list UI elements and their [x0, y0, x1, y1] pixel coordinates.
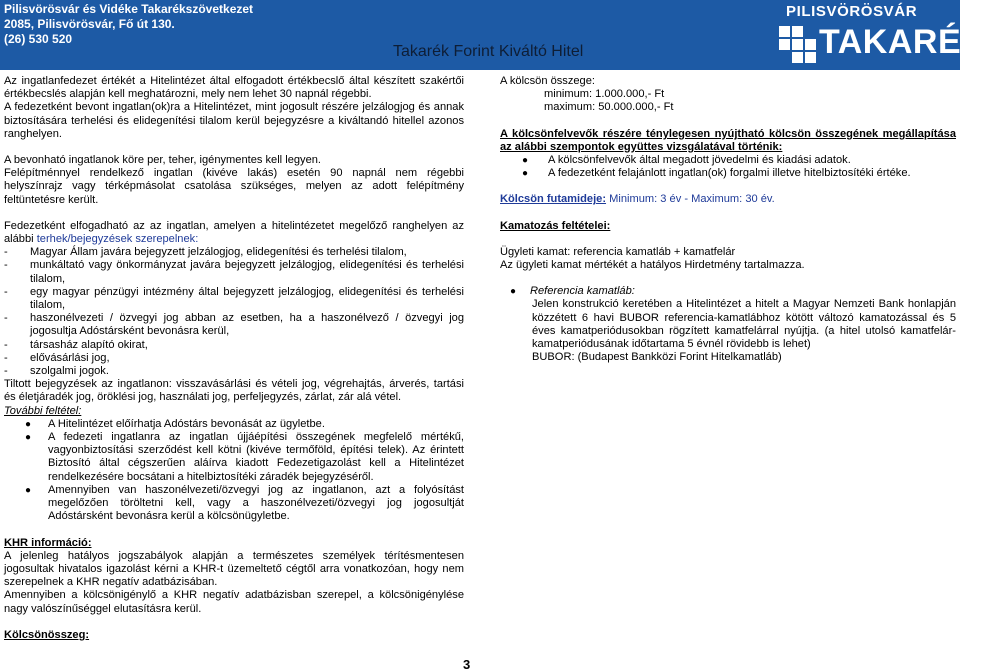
interest-note-line: Az ügyleti kamat mértékét a hatályos Hirdetmény tartalmazza.	[500, 259, 805, 272]
bubor-line: BUBOR: (Budapest Bankközi Forint Hitelkamatláb)	[532, 351, 782, 364]
logo-main-text: TAKARÉK	[819, 23, 986, 61]
eligibility-heading: A kölcsönfelvevők részére ténylegesen nyújtható kölcsön összegének megállapítása az alábbi szempontok együttes vizsgálatával történik:	[500, 127, 956, 153]
further-conditions-heading: További feltétel:	[4, 404, 82, 417]
right-column	[500, 75, 956, 364]
bullet-icon: ●	[522, 155, 529, 167]
valuation-paragraph: Az ingatlanfedezet értékét a Hitelintézet által elfogadott értékbecslő által készített szakértői értékbecslés alapján kell meghatározni, mely nem lehet 30 napnál régebbi.	[4, 75, 464, 101]
page-number: 3	[463, 657, 471, 672]
bullet-icon: ●	[25, 484, 32, 496]
logo-symbol-icon	[778, 25, 818, 65]
takarek-logo	[776, 2, 986, 68]
khr-paragraph: A jelenleg hatályos jogszabályok alapján a természetes személyek térítésmentesen jogosultak hivatalos igazolást kérni a KHR-t üzemeltető cégtől arra vonatkozóan, hogy nem szerepelnek a KHR negatív adatbázisában.	[4, 549, 464, 589]
list-item-text: A fedezetként felajánlott ingatlan(ok) forgalmi illetve hitelbiztosítéki értéke.	[548, 167, 911, 180]
company-address	[4, 2, 253, 47]
bullet-icon: ●	[510, 286, 517, 298]
list-item-text: Amennyiben van haszonélvezeti/özvegyi jog az ingatlanon, azt a folyósítást megelőzően töröltetni kell, vagy a haszonélvezeti/özvegyi jog jogosultját Adóstársként bevonásra kerül a kölcsönügyletbe.	[48, 483, 464, 523]
forbidden-entries-paragraph: Tiltott bejegyzések az ingatlanon: visszavásárlási és vételi jog, végrehajtás, árverés, tartási és életjáradék jog, öröklési jog, használati jog, perfeljegyzés, zárlat, zár alá vétel.	[4, 378, 464, 404]
khr-heading: KHR információ:	[4, 536, 92, 549]
list-item-text: munkáltató vagy önkormányzat javára bejegyzett jelzálogjog, elidegenítési és terhelési tilalom,	[30, 259, 464, 285]
address-line: Pilisvörösvár és Vidéke Takarékszövetkezet	[4, 2, 254, 16]
list-item: - elővásárlási jog,	[4, 351, 110, 364]
reference-rate-item	[500, 285, 956, 364]
address-line: 2085, Pilisvörösvár, Fő út 130.	[4, 17, 175, 31]
list-item-text: egy magyar pénzügyi intézmény által bejegyzett jelzálogjog, elidegenítési és terhelési tilalom,	[30, 285, 464, 312]
left-column	[4, 75, 464, 642]
acceptable-collateral-paragraph	[4, 220, 464, 246]
document-title: Takarék Forint Kiváltó Hitel	[393, 43, 584, 60]
encumbrance-list	[4, 246, 464, 378]
khr-rejection-paragraph: Amennyiben a kölcsönigénylő a KHR negatív adatbázisban szerepel, a kölcsönigénylése nagy valószínűséggel elutasításra kerül.	[4, 589, 464, 615]
loan-term-label: Kölcsön futamideje:	[500, 193, 607, 206]
list-item-text: társasház alapító okirat,	[30, 338, 148, 351]
address-line: (26) 530 520	[4, 32, 73, 46]
bullet-icon: ●	[25, 432, 32, 444]
list-item	[4, 431, 464, 484]
loan-amount-heading: A kölcsön összege:	[500, 75, 595, 87]
bullet-icon: ●	[522, 168, 529, 180]
loan-term-value: Minimum: 3 év - Maximum: 30 év.	[606, 193, 775, 206]
list-item-text: A Hitelintézet előírhatja Adóstárs bevonását az ügyletbe.	[48, 417, 325, 430]
reference-rate-label: Referencia kamatláb:	[530, 285, 635, 298]
list-item	[500, 167, 956, 180]
header-bar	[0, 0, 986, 70]
list-item-text: A kölcsönfelvevők által megadott jövedelmi és kiadási adatok.	[548, 154, 851, 167]
loan-amount-min: minimum: 1.000.000,- Ft	[544, 88, 665, 101]
loan-term	[500, 193, 956, 206]
list-item-text: A fedezeti ingatlanra az ingatlan újjáépítési összegének megfelelő mértékű, vagyonbiztosítási szerződést kell kötni (kivéve termőföld, építési telek). Az érintett Biztosító által cégszerűen aláírva kiadott Fedezetigazolást kell a Hitelintézet rendelkezésére bocsátani a hitelbiztosítéki záradék bejegyzéséről.	[48, 431, 464, 483]
list-item	[4, 418, 464, 431]
list-item-text: szolgalmi jogok.	[30, 365, 109, 378]
list-item	[500, 154, 956, 167]
site-plan-paragraph: Felépítménnyel rendelkező ingatlan (kivéve lakás) esetén 90 napnál nem régebbi helyszínrajz vagy térképmásolat csatolása szükséges, melyen az adott felépítmény feltüntetésre került.	[4, 167, 464, 206]
mortgage-paragraph: A fedezetként bevont ingatlan(ok)ra a Hitelintézet, mint jogosult részére jelzálogjog és annak biztosítására terhelési és elidegenítési tilalom kerül bejegyzésre a kiváltandó hitellel azonos ranghelyen.	[4, 101, 464, 140]
interest-heading: Kamatozás feltételei:	[500, 219, 611, 232]
list-item: - Magyar Állam javára bejegyzett jelzálogjog, elidegenítési és terhelési tilalom,	[4, 246, 407, 259]
reference-rate-text: Jelen konstrukció keretében a Hitelintézet a hitelt a Magyar Nemzeti Bank honlapján közzétett 6 havi BUBOR referencia-kamatlábhoz kötött változó kamatozással és 5 éves kamatperiódusokban rögzített kamatfelárral nyújtja. (a hitel utolsó kamatfelár-kamatperiódusának időtartama 5 évnél rövidebb is lehet)	[532, 298, 956, 351]
encumbrances-label: terhek/bejegyzések szerepelnek:	[36, 233, 199, 246]
collateral-intro: Fedezetként elfogadható az az ingatlan, amelyen a hitelintézetet megelőző ranghelyen az alábbi	[4, 219, 464, 246]
interest-rate-line: Ügyleti kamat: referencia kamatláb + kamatfelár	[500, 245, 736, 258]
list-item	[4, 484, 464, 524]
list-item: - haszonélvezeti / özvegyi jog abban az esetben, ha a haszonélvező / özvegyi jog jogosultja Adóstársként bevonásra kerül,	[4, 312, 464, 338]
borrowers-heading: Kölcsönösszeg:	[4, 628, 90, 641]
logo-top-text: PILISVÖRÖSVÁR	[786, 3, 918, 20]
list-item-text: haszonélvezeti / özvegyi jog abban az esetben, ha a haszonélvező / özvegyi jog jogosultja Adóstársként bevonásra kerül,	[30, 312, 464, 338]
list-item: - szolgalmi jogok.	[4, 365, 109, 378]
list-item-text: elővásárlási jog,	[30, 351, 110, 364]
list-item-text: Magyar Állam javára bejegyzett jelzálogjog, elidegenítési és terhelési tilalom,	[30, 246, 407, 259]
bullet-icon: ●	[25, 418, 32, 430]
list-item: - társasház alapító okirat,	[4, 338, 148, 351]
list-item: - egy magyar pénzügyi intézmény által bejegyzett jelzálogjog, elidegenítési és terhelési tilalom,	[4, 285, 464, 312]
encumbrance-paragraph: A bevonható ingatlanok köre per, teher, igénymentes kell legyen.	[4, 154, 321, 167]
loan-amount-max: maximum: 50.000.000,- Ft	[544, 101, 674, 114]
list-item: - munkáltató vagy önkormányzat javára bejegyzett jelzálogjog, elidegenítési és terhelési tilalom,	[4, 259, 464, 285]
